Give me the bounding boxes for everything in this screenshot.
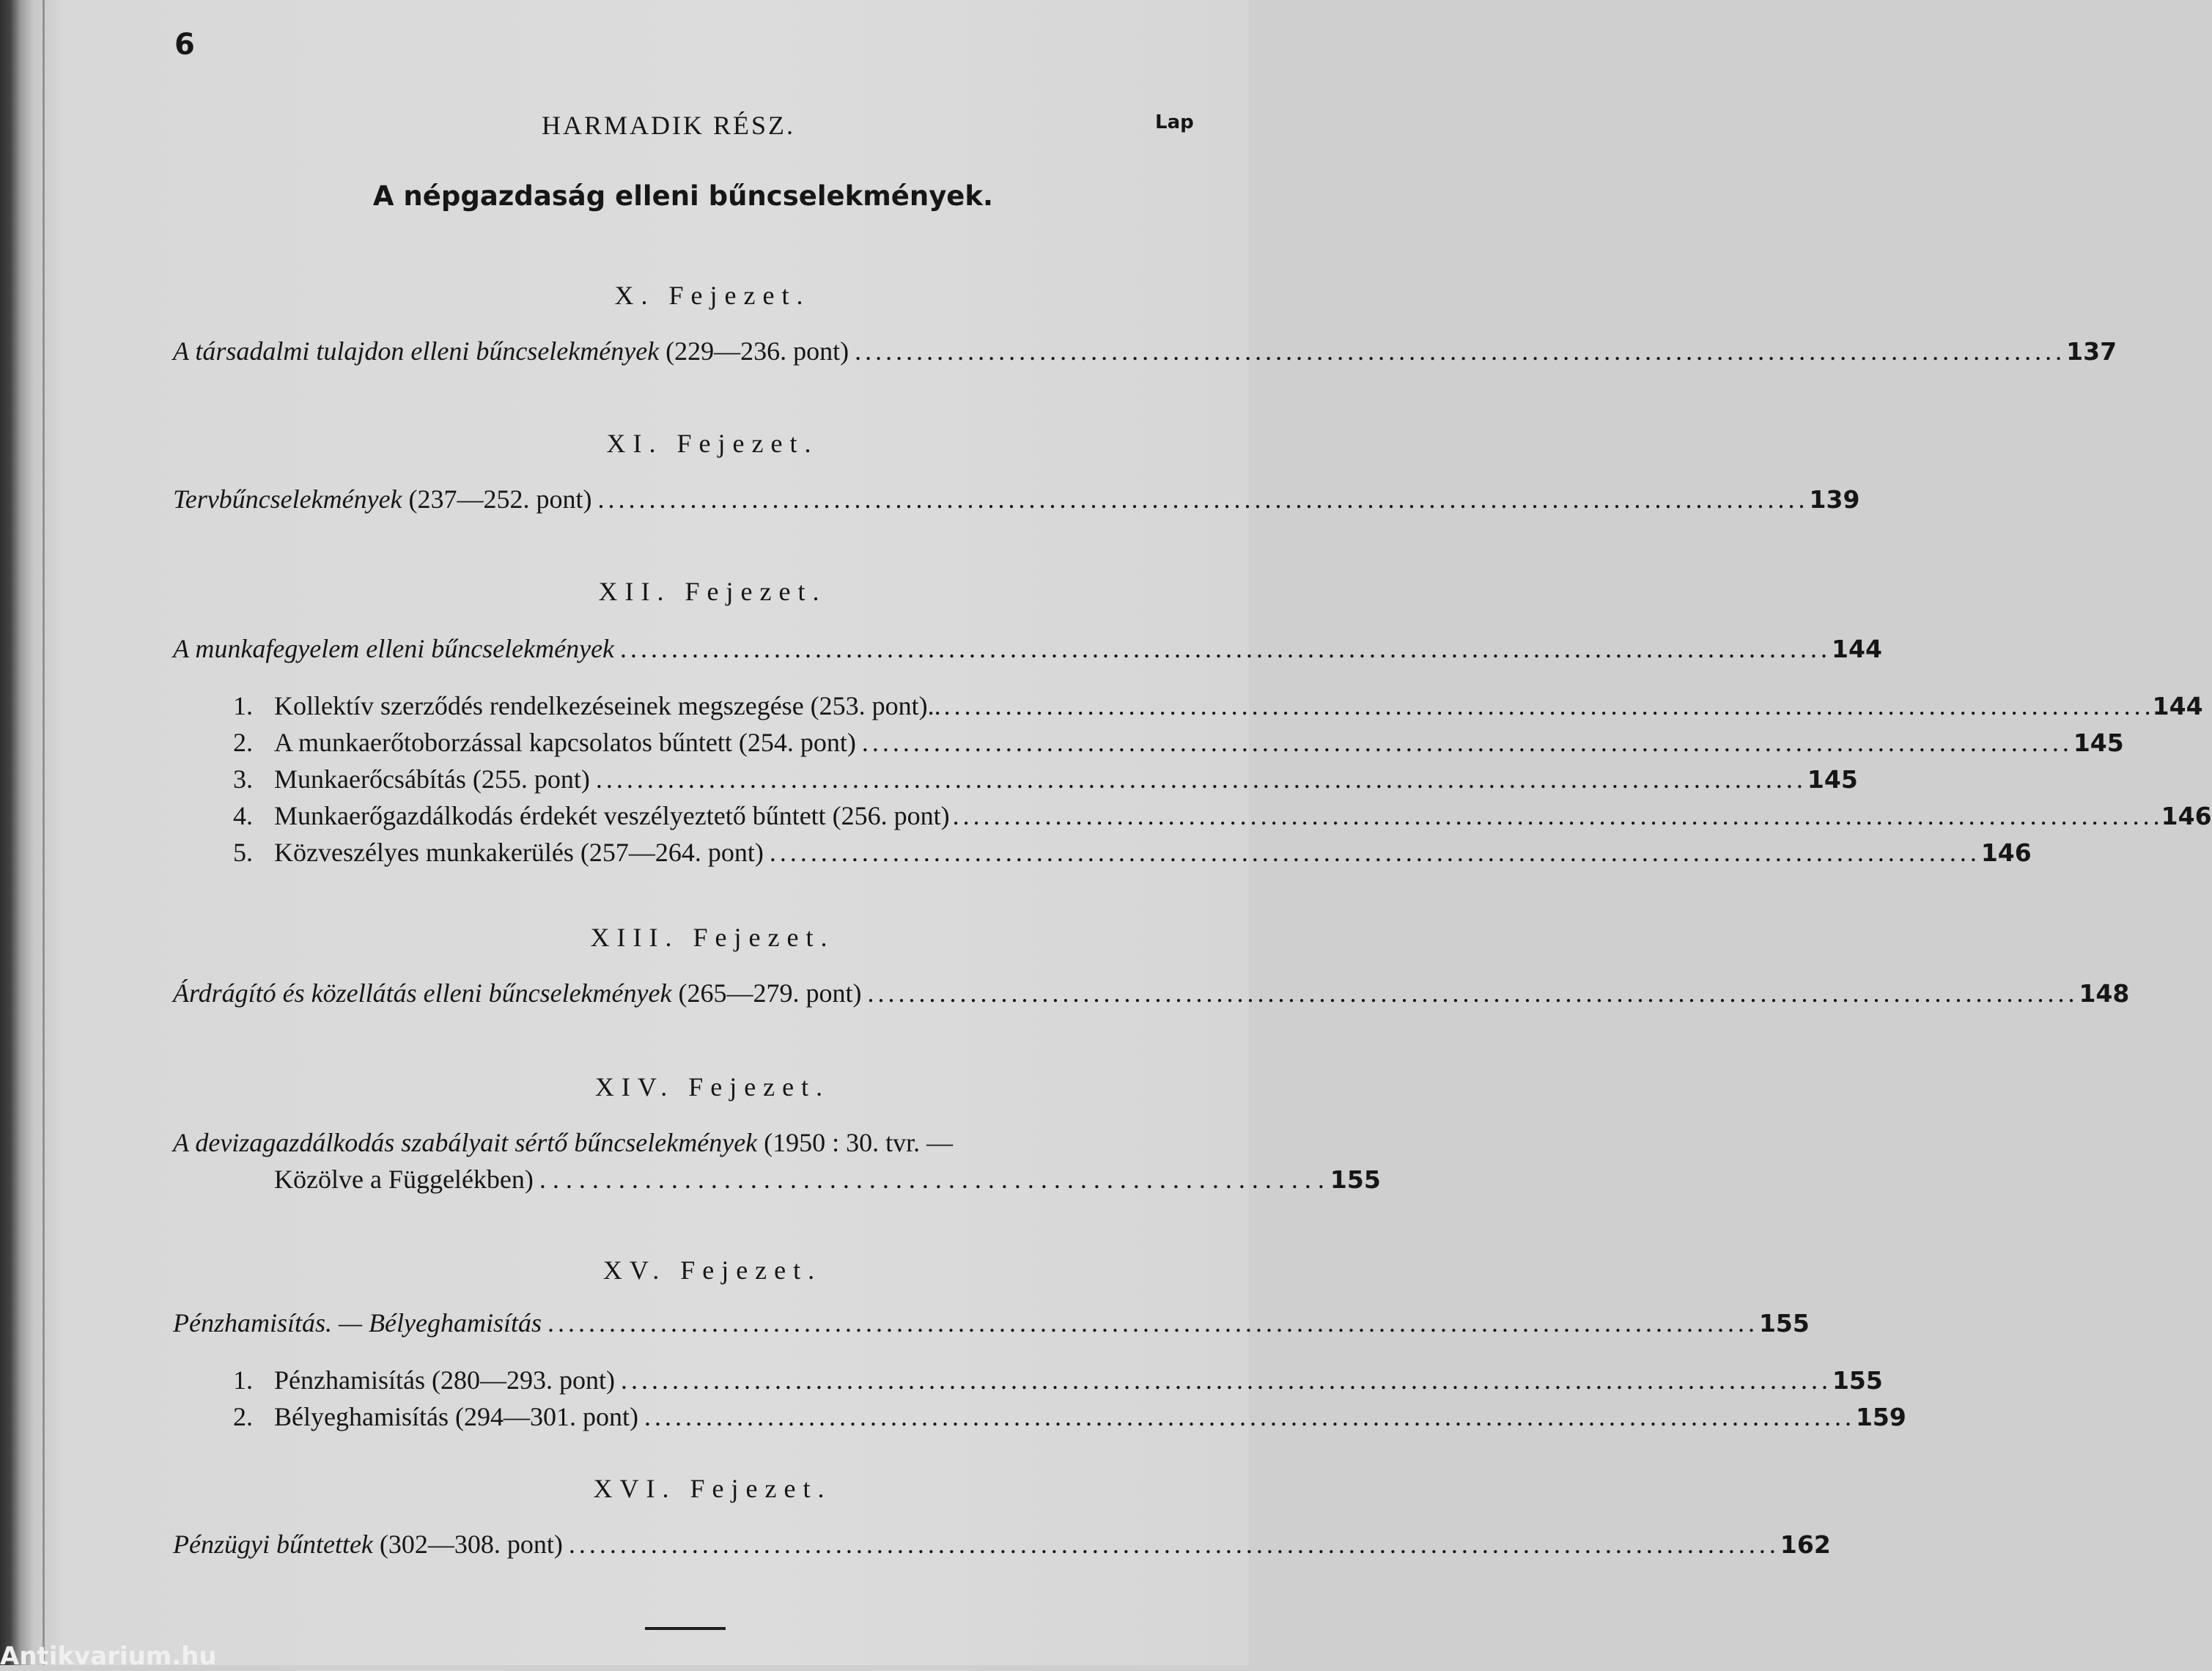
toc-entry-title: Tervbűncselekmények (237—252. pont) bbox=[173, 484, 592, 514]
toc-entry-page: 155 bbox=[1330, 1165, 1381, 1194]
chapter-heading: XV. Fejezet. bbox=[602, 1255, 822, 1285]
toc-subentry-title: A munkaerőtoborzással kapcsolatos bűntett (254. pont) bbox=[274, 728, 856, 757]
toc-entry-page: 144 bbox=[1832, 635, 1882, 663]
toc-subentry-number: 4. bbox=[233, 801, 253, 830]
toc-entry-title: A társadalmi tulajdon elleni bűncselekmények (229—236. pont) bbox=[173, 336, 849, 366]
toc-entry-page: 137 bbox=[2066, 337, 2117, 366]
dot-leader bbox=[855, 336, 2060, 366]
dot-leader bbox=[596, 764, 1802, 794]
toc-subentry-number: 1. bbox=[233, 1365, 253, 1395]
toc-subentry-number: 1. bbox=[233, 691, 253, 720]
toc-subentry bbox=[233, 837, 2032, 868]
page-column-label: Lap bbox=[1155, 111, 1194, 133]
toc-entry-page: 139 bbox=[1809, 485, 1860, 514]
dot-leader bbox=[598, 484, 1804, 514]
toc-subentry-page: 145 bbox=[2073, 728, 2124, 757]
toc-entry-page: 155 bbox=[1758, 1309, 1810, 1338]
toc-subentry-number: 5. bbox=[233, 838, 253, 867]
toc-entry-title: Pénzügyi bűntettek (302—308. pont) bbox=[173, 1530, 563, 1559]
dot-leader bbox=[770, 837, 1975, 868]
dot-leader bbox=[862, 727, 2068, 758]
toc-subentry-page: 145 bbox=[1807, 765, 1858, 794]
toc-entry bbox=[173, 1127, 1205, 1158]
chapter-heading: XVI. Fejezet. bbox=[593, 1474, 832, 1503]
dot-leader bbox=[620, 633, 1826, 664]
toc-entry-continuation bbox=[274, 1164, 1381, 1195]
toc-subentry-page: 146 bbox=[2161, 802, 2212, 830]
toc-subentry-page: 146 bbox=[1980, 838, 2032, 867]
dot-leader bbox=[621, 1365, 1826, 1395]
chapter-heading: XIV. Fejezet. bbox=[594, 1072, 830, 1102]
chapter-heading: XII. Fejezet. bbox=[598, 577, 827, 606]
toc-subentry-title: Munkaerőgazdálkodás érdekét veszélyeztető bűntett (256. pont) bbox=[274, 801, 950, 830]
dot-leader bbox=[644, 1401, 1850, 1432]
toc-entry-title: A devizagazdálkodás szabályait sértő bűncselekmények (1950 : 30. tvr. — bbox=[173, 1128, 954, 1157]
toc-entry bbox=[173, 978, 2130, 1008]
dot-leader bbox=[548, 1307, 1753, 1338]
toc-subentry-number: 2. bbox=[233, 1402, 253, 1431]
toc-entry bbox=[173, 1529, 1831, 1560]
dot-leader bbox=[569, 1529, 1774, 1560]
toc-subentry-title: Közveszélyes munkakerülés (257—264. pont) bbox=[274, 838, 764, 867]
watermark: Antikvarium.hu bbox=[0, 1642, 217, 1671]
toc-subentry-title: Kollektív szerződés rendelkezéseinek megszegése (253. pont).. bbox=[274, 691, 941, 720]
toc-entry-title: Pénzhamisítás. — Bélyeghamisítás bbox=[173, 1308, 542, 1338]
part-title: HARMADIK RÉSZ. bbox=[541, 111, 795, 140]
page-number: 6 bbox=[174, 28, 195, 62]
toc-subentry bbox=[233, 1365, 1883, 1395]
end-rule bbox=[645, 1627, 726, 1630]
chapter-heading: XI. Fejezet. bbox=[606, 429, 819, 458]
toc-subentry-number: 3. bbox=[233, 764, 253, 794]
toc-subentry bbox=[233, 764, 1858, 794]
chapter-heading: X. Fejezet. bbox=[614, 281, 811, 310]
toc-entry-title: Árdrágító és közellátás elleni bűncselekmények (265—279. pont) bbox=[173, 978, 862, 1008]
dot-leader bbox=[953, 800, 2158, 831]
toc-subentry bbox=[233, 727, 2124, 758]
toc-subentry-page: 144 bbox=[2152, 692, 2203, 720]
toc-entry bbox=[173, 1307, 1810, 1338]
toc-subentry-page: 159 bbox=[1855, 1403, 1906, 1431]
toc-subentry-title: Pénzhamisítás (280—293. pont) bbox=[274, 1365, 615, 1395]
chapter-heading: XIII. Fejezet. bbox=[590, 923, 835, 952]
book-spine-shadow bbox=[43, 0, 45, 1665]
toc-entry-title: A munkafegyelem elleni bűncselekmények bbox=[173, 634, 615, 663]
dot-leader bbox=[944, 690, 2150, 721]
toc-subentry-page: 155 bbox=[1832, 1366, 1883, 1395]
toc-subentry bbox=[233, 1401, 1906, 1432]
dot-leader: . . . . . . . . . . . . . . . . . . . . . . . . . . . . . . . . . . . . . . . . . . . . . . . . . . . . . . . . . . . . bbox=[539, 1165, 1324, 1194]
dot-leader bbox=[867, 978, 2073, 1008]
toc-entry-page: 162 bbox=[1780, 1530, 1831, 1559]
toc-entry-page: 148 bbox=[2079, 979, 2130, 1008]
toc-subentry-number: 2. bbox=[233, 728, 253, 757]
toc-entry-continuation-text: Közölve a Függelékben) bbox=[274, 1165, 534, 1194]
toc-subentry-title: Munkaerőcsábítás (255. pont) bbox=[274, 764, 590, 794]
toc-entry bbox=[173, 633, 1882, 664]
toc-entry bbox=[173, 484, 1860, 514]
toc-subentry-title: Bélyeghamisítás (294—301. pont) bbox=[274, 1402, 638, 1431]
toc-subentry bbox=[233, 800, 2212, 831]
toc-entry bbox=[173, 336, 2117, 366]
part-subtitle: A népgazdaság elleni bűncselekmények. bbox=[372, 180, 994, 212]
toc-subentry bbox=[233, 690, 2203, 721]
